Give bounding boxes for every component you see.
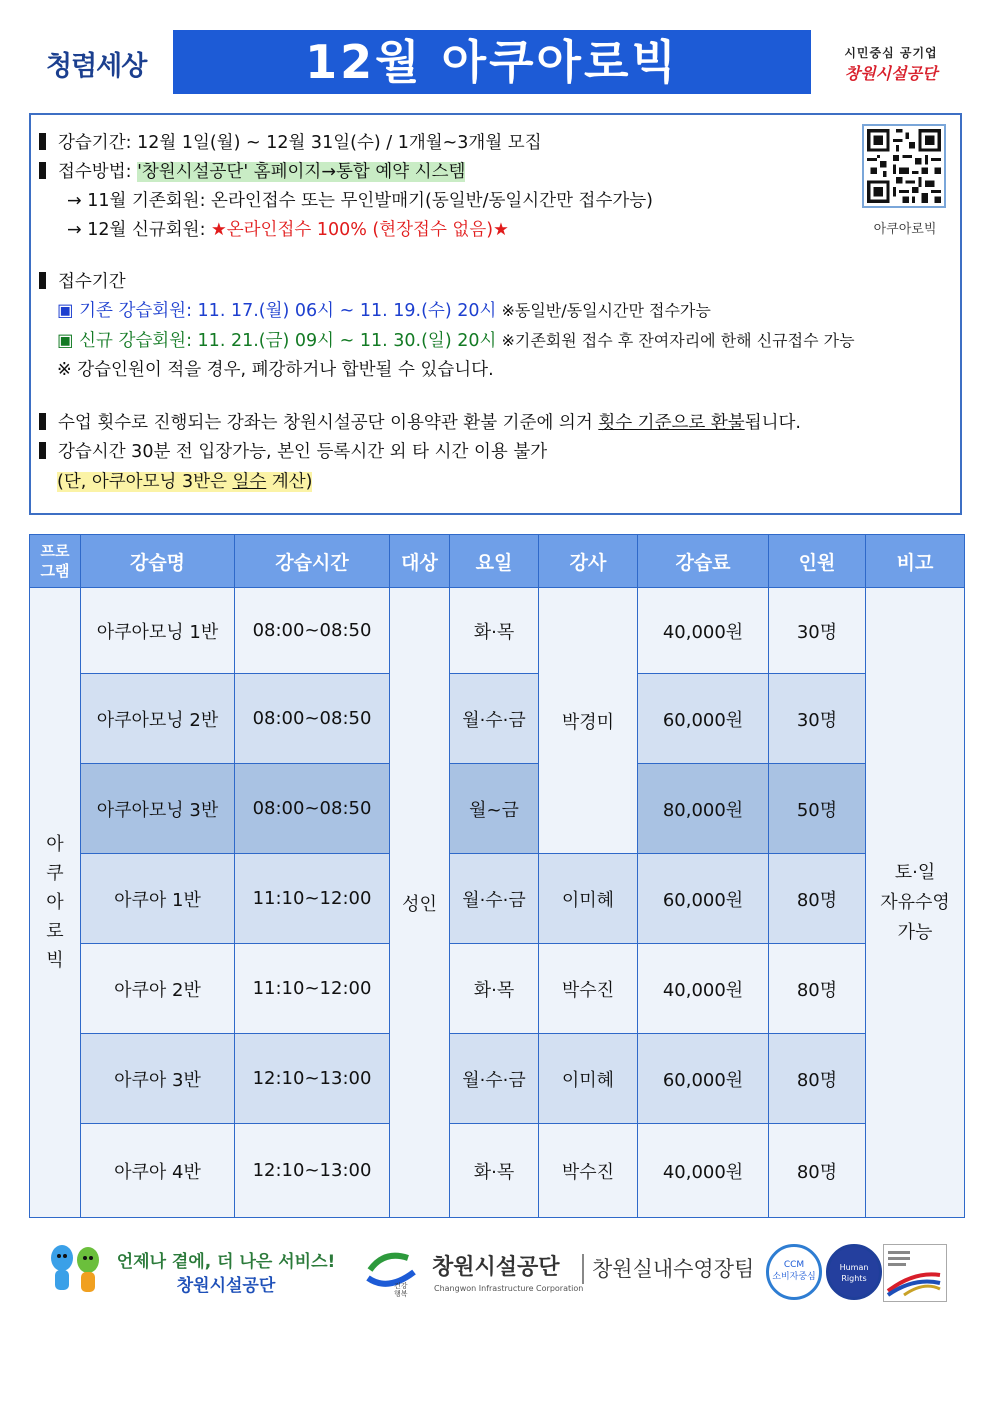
info-line-refund: 수업 횟수로 진행되는 강좌는 창원시설공단 이용약관 환불 기준에 의거 횟수 기준으로 환불됩니다. [39, 411, 801, 435]
class-fee: 40,000원 [638, 588, 769, 674]
clean-world-logo [46, 38, 158, 88]
table-row [30, 674, 965, 764]
info-line-existing-period: ▣ 기존 강습회원: 11. 17.(월) 06시 ~ 11. 19.(수) 20시 ※동일반/동일시간만 접수가능 [57, 301, 711, 321]
mascot-icon [44, 1242, 108, 1300]
corporation-logo [826, 44, 956, 83]
class-time: 11:10~12:00 [235, 854, 390, 944]
class-instructor: 박수진 [539, 944, 638, 1034]
class-time: 08:00~08:50 [235, 674, 390, 764]
table-row [30, 1034, 965, 1124]
online-only-notice: ★온라인접수 100% (현장접수 없음)★ [211, 220, 509, 240]
class-instructor: 박수진 [539, 1124, 638, 1218]
class-capacity: 80명 [769, 1124, 866, 1218]
table-row [30, 854, 965, 944]
class-name: 아쿠아모닝 2반 [81, 674, 235, 764]
class-capacity: 80명 [769, 944, 866, 1034]
class-fee: 60,000원 [638, 674, 769, 764]
class-day: 화·목 [450, 1124, 539, 1218]
service-quality-badge-icon [883, 1244, 947, 1302]
schedule-table [29, 534, 965, 1218]
ccm-badge-icon: CCM 소비자중심 [766, 1244, 822, 1300]
class-day: 월~금 [450, 764, 539, 854]
info-line-reg-period: 접수기간 [39, 270, 126, 294]
footer-corp-name: 창원시설공단 [432, 1255, 560, 1280]
class-fee: 40,000원 [638, 944, 769, 1034]
class-name: 아쿠아모닝 3반 [81, 764, 235, 854]
logo-left-text: 청렴세상 [46, 50, 147, 82]
class-day: 화·목 [450, 588, 539, 674]
table-row [30, 944, 965, 1034]
header-program: 프로 그램 [30, 535, 81, 588]
class-fee: 60,000원 [638, 854, 769, 944]
class-instructor: 이미혜 [539, 854, 638, 944]
header-capacity: 인원 [769, 535, 866, 588]
bullet-icon [39, 442, 46, 459]
class-capacity: 50명 [769, 764, 866, 854]
slogan [114, 1250, 338, 1298]
header-name: 강습명 [81, 535, 235, 588]
info-line-new: → 12월 신규회원: ★온라인접수 100% (현장접수 없음)★ [67, 220, 509, 240]
class-time: 12:10~13:00 [235, 1034, 390, 1124]
bullet-icon [39, 272, 46, 289]
corporation-mark-icon [364, 1248, 420, 1300]
human-rights-badge-icon: Human Rights [826, 1244, 882, 1300]
info-line-entry: 강습시간 30분 전 입장가능, 본인 등록시간 외 타 시간 이용 불가 [39, 440, 547, 464]
class-day: 화·목 [450, 944, 539, 1034]
info-line-exception: (단, 아쿠아모닝 3반은 일수 계산) [57, 472, 313, 492]
class-time: 11:10~12:00 [235, 944, 390, 1034]
table-row [30, 764, 965, 854]
bullet-icon [39, 133, 46, 150]
class-fee: 80,000원 [638, 764, 769, 854]
info-line-period: 강습기간: 12월 1일(월) ~ 12월 31일(수) / 1개월~3개월 모집 [39, 131, 542, 155]
class-time: 08:00~08:50 [235, 764, 390, 854]
program-cell: 아 쿠 아 로 빅 [30, 588, 81, 1218]
class-time: 08:00~08:50 [235, 588, 390, 674]
note-cell: 토·일 자유수영 가능 [866, 588, 965, 1218]
class-time: 12:10~13:00 [235, 1124, 390, 1218]
class-day: 월·수·금 [450, 674, 539, 764]
qr-code-icon[interactable] [862, 124, 946, 208]
reservation-system-highlight: '창원시설공단' 홈페이지→통합 예약 시스템 [137, 162, 466, 182]
qr-label: 아쿠아로빅 [873, 222, 937, 237]
class-name: 아쿠아 1반 [81, 854, 235, 944]
class-capacity: 30명 [769, 674, 866, 764]
logo-mark-text: 건강 행복 [394, 1282, 408, 1298]
class-instructor: 이미혜 [539, 1034, 638, 1124]
slogan-line1: 언제나 곁에, 더 나은 서비스! [116, 1252, 336, 1272]
info-line-cancel-notice: ※ 강습인원이 적을 경우, 폐강하거나 합반될 수 있습니다. [57, 360, 494, 380]
info-line-new-period: ▣ 신규 강습회원: 11. 21.(금) 09시 ~ 11. 30.(일) 20시 ※기존회원 접수 후 잔여자리에 한해 신규접수 가능 [57, 331, 855, 351]
class-fee: 40,000원 [638, 1124, 769, 1218]
header-time: 강습시간 [235, 535, 390, 588]
table-header-row [30, 535, 965, 588]
info-line-method: 접수방법: '창원시설공단' 홈페이지→통합 예약 시스템 [39, 160, 465, 184]
bullet-icon [39, 162, 46, 179]
class-fee: 60,000원 [638, 1034, 769, 1124]
header-day: 요일 [450, 535, 539, 588]
target-cell: 성인 [390, 588, 450, 1218]
class-capacity: 80명 [769, 854, 866, 944]
header-note: 비고 [866, 535, 965, 588]
class-name: 아쿠아 3반 [81, 1034, 235, 1124]
info-box [29, 113, 962, 515]
footer-team-name: 창원실내수영장팀 [592, 1257, 755, 1281]
info-line-existing: → 11월 기존회원: 온라인접수 또는 무인발매기(동일반/동일시간만 접수가능) [67, 191, 653, 211]
header-fee: 강습료 [638, 535, 769, 588]
logo-right-line1: 시민중심 공기업 [844, 46, 938, 60]
header-instructor: 강사 [539, 535, 638, 588]
class-name: 아쿠아 2반 [81, 944, 235, 1034]
slogan-line2: 창원시설공단 [176, 1276, 276, 1296]
class-capacity: 30명 [769, 588, 866, 674]
class-day: 월·수·금 [450, 1034, 539, 1124]
class-day: 월·수·금 [450, 854, 539, 944]
footer-divider [582, 1254, 584, 1284]
footer-corp-sub: Changwon Infrastructure Corporation [434, 1284, 584, 1293]
header-target: 대상 [390, 535, 450, 588]
table-row [30, 1124, 965, 1218]
page-title: 12월 아쿠아로빅 [173, 30, 811, 94]
bullet-icon [39, 413, 46, 430]
table-row [30, 588, 965, 674]
class-capacity: 80명 [769, 1034, 866, 1124]
instructor-cell: 박경미 [539, 588, 638, 854]
class-name: 아쿠아모닝 1반 [81, 588, 235, 674]
class-name: 아쿠아 4반 [81, 1124, 235, 1218]
logo-right-line2: 창원시설공단 [844, 64, 938, 83]
